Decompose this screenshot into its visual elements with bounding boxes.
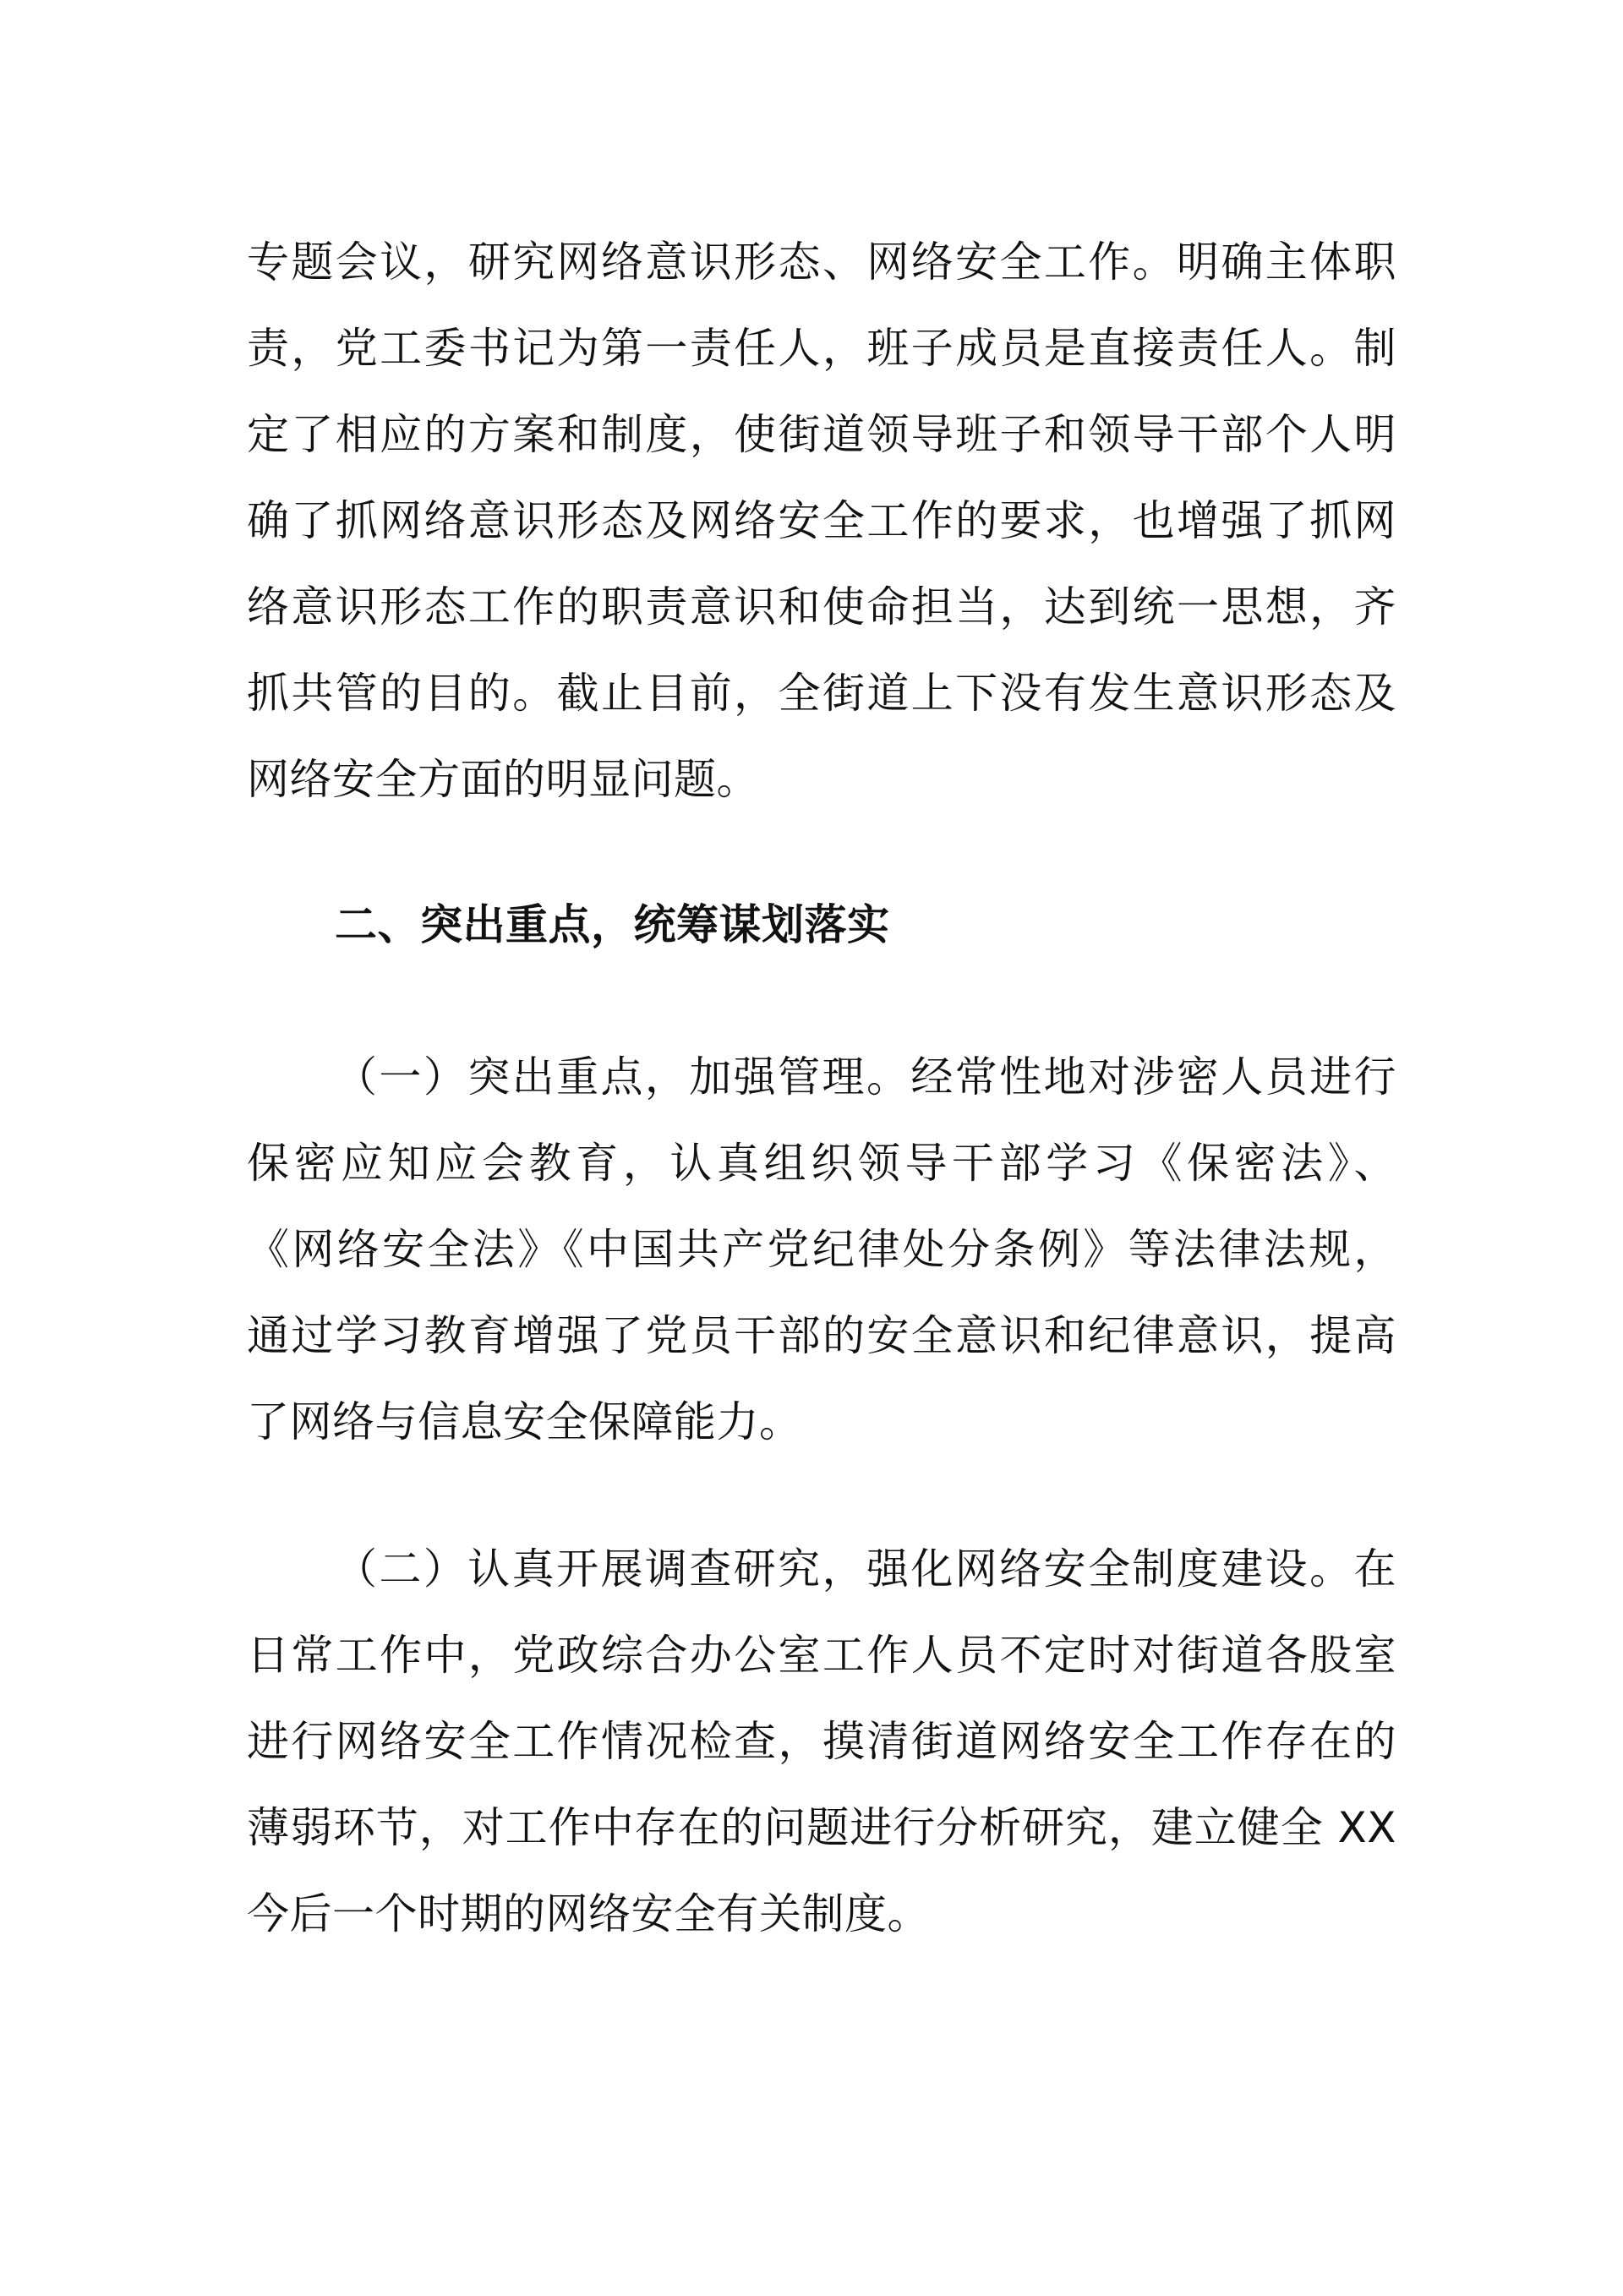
paragraph-line: 日常工作中，党政综合办公室工作人员不定时对街道各股室 <box>247 1631 1396 1680</box>
paragraph-line: 《网络安全法》《中国共产党纪律处分条例》等法律法规， <box>247 1225 1396 1274</box>
paragraph-line: 定了相应的方案和制度，使街道领导班子和领导干部个人明 <box>247 410 1396 459</box>
paragraph-line: （二）认真开展调查研究，强化网络安全制度建设。在 <box>335 1544 1396 1594</box>
paragraph-line: 抓共管的目的。截止目前，全街道上下没有发生意识形态及 <box>247 669 1396 718</box>
paragraph-line: 通过学习教育增强了党员干部的安全意识和纪律意识，提高 <box>247 1311 1396 1360</box>
section-heading: 二、突出重点，统筹谋划落实 <box>335 900 890 949</box>
paragraph-line: 络意识形态工作的职责意识和使命担当，达到统一思想，齐 <box>247 582 1396 631</box>
paragraph-line: 了网络与信息安全保障能力。 <box>247 1397 802 1446</box>
paragraph-line: 责，党工委书记为第一责任人，班子成员是直接责任人。制 <box>247 324 1396 373</box>
paragraph-line: 薄弱环节，对工作中存在的问题进行分析研究，建立健全 XX <box>247 1803 1396 1852</box>
paragraph-line: 专题会议，研究网络意识形态、网络安全工作。明确主体职 <box>247 238 1396 287</box>
paragraph-line: （一）突出重点，加强管理。经常性地对涉密人员进行 <box>335 1052 1396 1102</box>
paragraph-line: 进行网络安全工作情况检查，摸清街道网络安全工作存在的 <box>247 1717 1396 1766</box>
paragraph-line: 保密应知应会教育，认真组织领导干部学习《保密法》、 <box>247 1139 1396 1188</box>
paragraph-line: 今后一个时期的网络安全有关制度。 <box>247 1889 930 1938</box>
paragraph-line: 确了抓网络意识形态及网络安全工作的要求，也增强了抓网 <box>247 496 1396 545</box>
paragraph-line: 网络安全方面的明显问题。 <box>247 755 759 804</box>
